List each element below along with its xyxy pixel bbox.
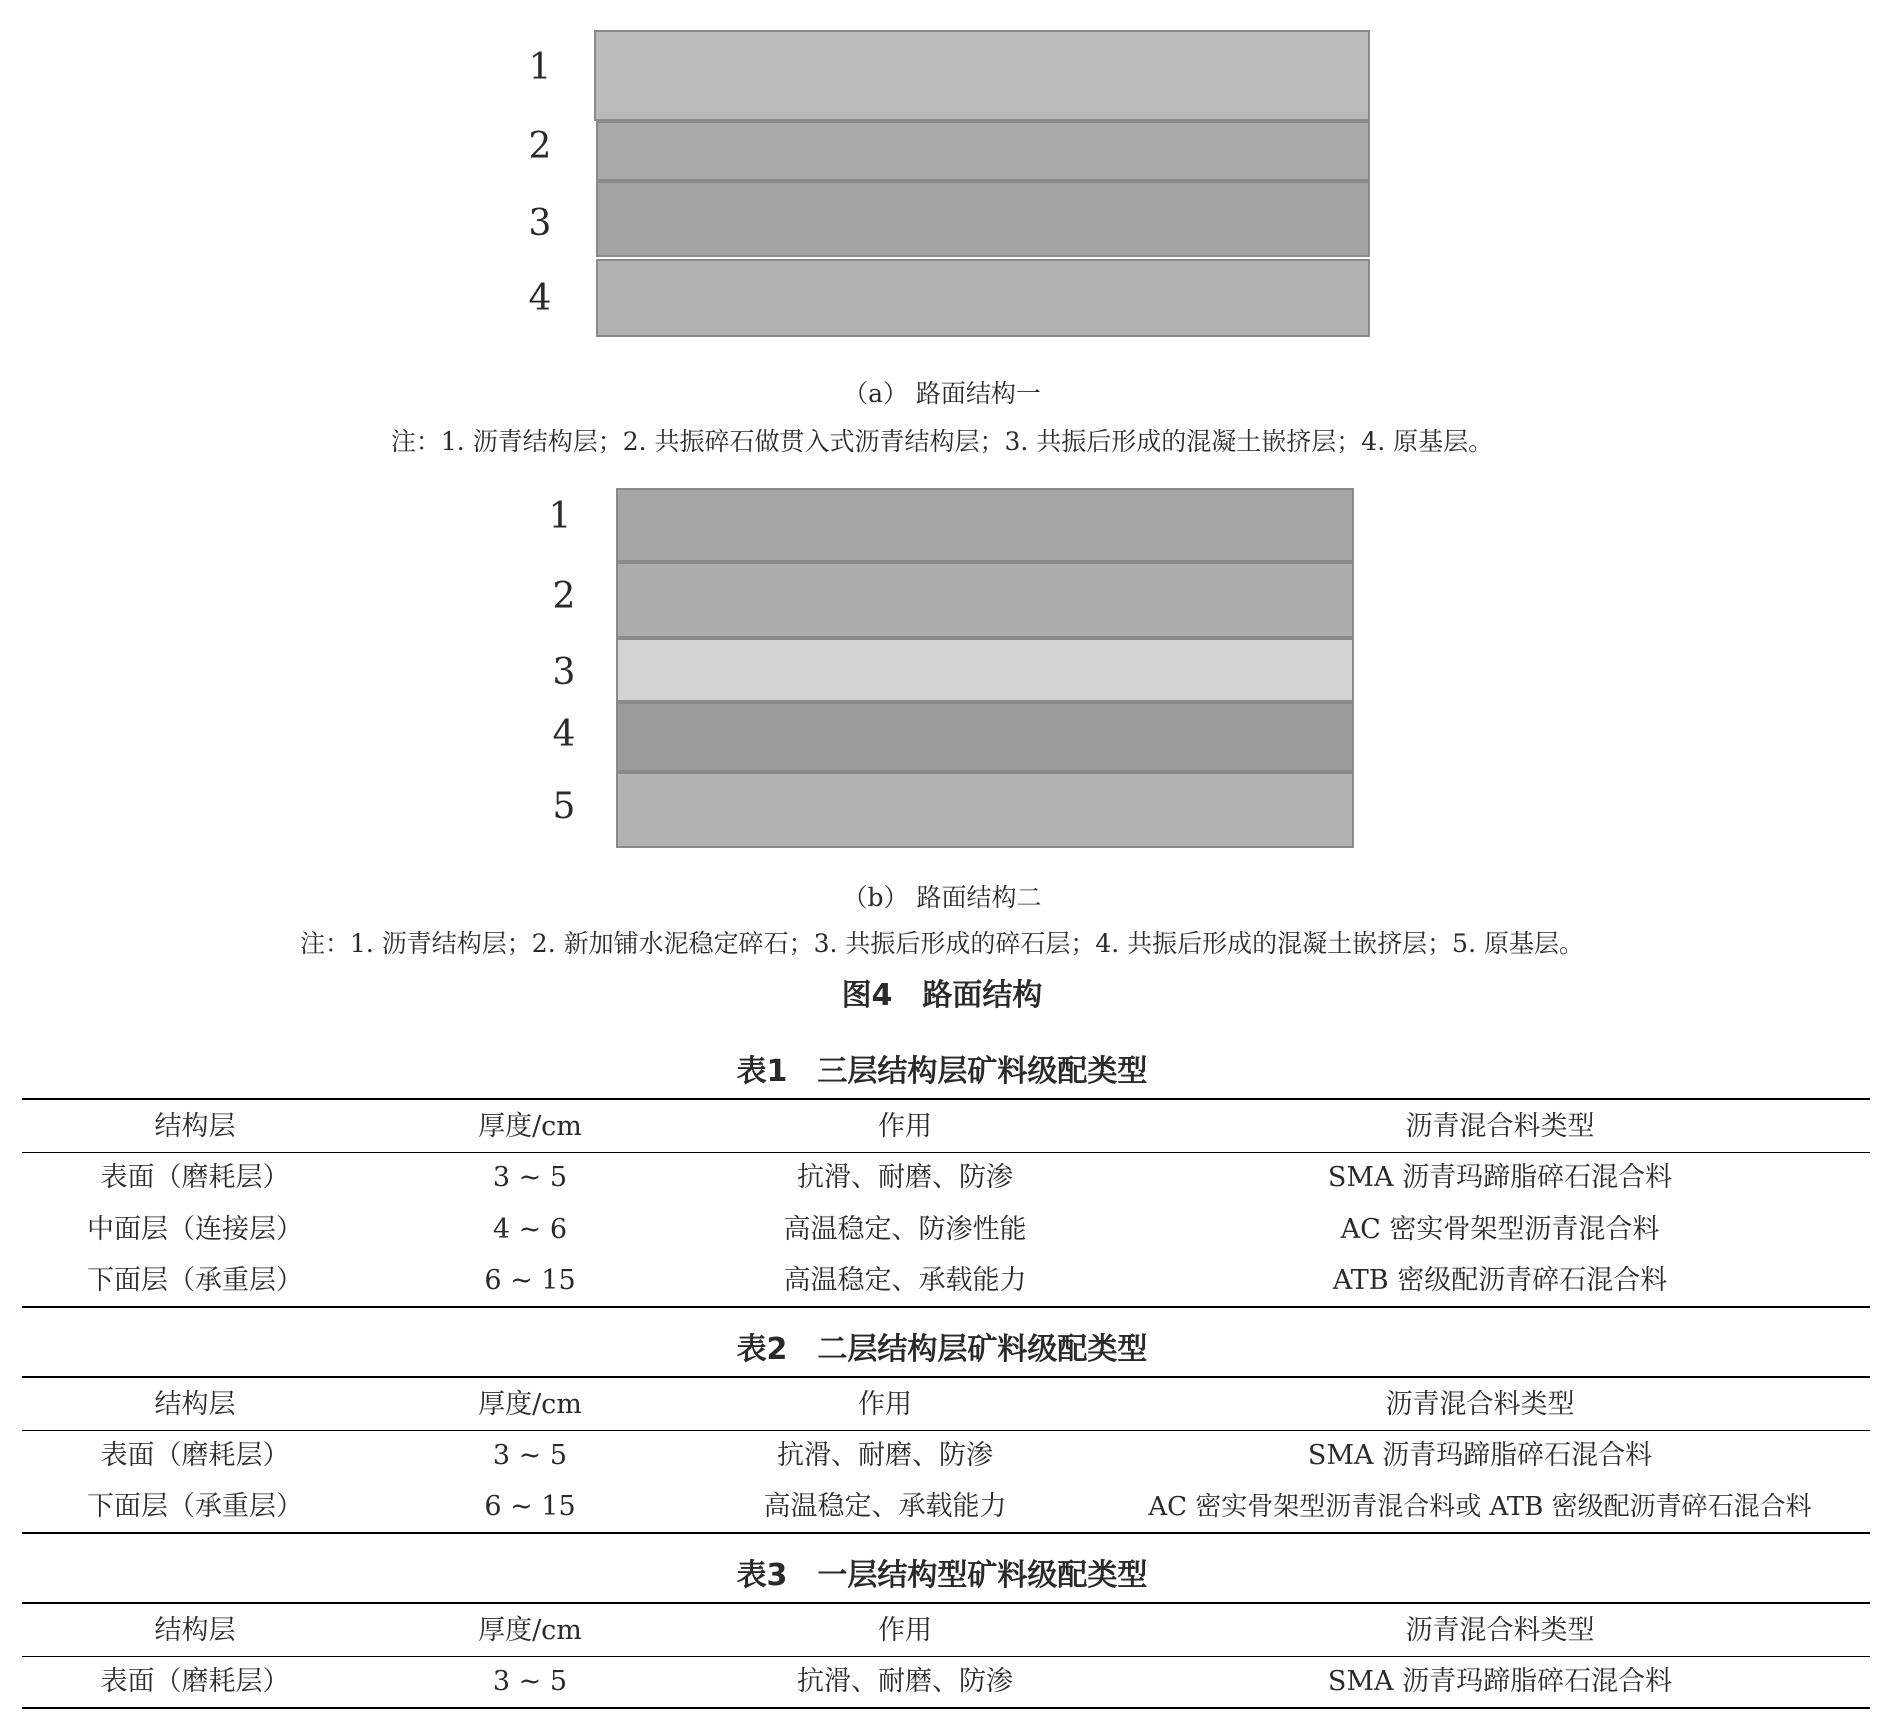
table-header: 厚度/cm: [478, 1111, 582, 1142]
layer-number: 4: [528, 278, 552, 319]
cell-thickness: 4 ~ 6: [492, 1214, 568, 1245]
pavement-layer: [616, 488, 1354, 562]
cell-layer: 表面（磨耗层）: [100, 1666, 290, 1697]
layer-number: 4: [552, 714, 576, 755]
cell-function: 高温稳定、承载能力: [763, 1491, 1007, 1522]
cell-function: 高温稳定、承载能力: [783, 1265, 1027, 1296]
cell-function: 抗滑、耐磨、防渗: [777, 1440, 993, 1471]
pavement-layer: [594, 30, 1370, 121]
table-title: 表1 三层结构层矿料级配类型: [736, 1054, 1148, 1089]
pavement-layer: [616, 702, 1354, 772]
table-header: 结构层: [154, 1111, 236, 1142]
table-header: 沥青混合料类型: [1405, 1111, 1595, 1142]
table-header: 作用: [878, 1615, 932, 1646]
layer-number: 3: [552, 652, 576, 693]
cell-function: 抗滑、耐磨、防渗: [797, 1162, 1013, 1193]
table-title: 表2 二层结构层矿料级配类型: [736, 1332, 1148, 1367]
cell-mixture: AC 密实骨架型沥青混合料或 ATB 密级配沥青碎石混合料: [1148, 1492, 1812, 1522]
table-header-rule: [22, 1430, 1870, 1431]
cell-thickness: 3 ~ 5: [492, 1666, 568, 1697]
table-bottom-rule: [22, 1532, 1870, 1534]
table-header: 结构层: [154, 1615, 236, 1646]
cell-layer: 下面层（承重层）: [87, 1265, 303, 1296]
cell-function: 高温稳定、防渗性能: [783, 1214, 1027, 1245]
cell-mixture: SMA 沥青玛蹄脂碎石混合料: [1327, 1666, 1673, 1697]
cell-layer: 下面层（承重层）: [87, 1491, 303, 1522]
table-header: 厚度/cm: [478, 1389, 582, 1420]
table-header: 沥青混合料类型: [1405, 1615, 1595, 1646]
table-top-rule: [22, 1098, 1870, 1100]
table-title: 表3 一层结构型矿料级配类型: [736, 1558, 1148, 1593]
table-header: 作用: [878, 1111, 932, 1142]
cell-thickness: 3 ~ 5: [492, 1162, 568, 1193]
cell-mixture: AC 密实骨架型沥青混合料: [1340, 1214, 1660, 1245]
layer-number: 1: [548, 496, 572, 537]
figure-a-caption: （a） 路面结构一: [843, 379, 1041, 408]
pavement-layer: [616, 638, 1354, 702]
cell-layer: 表面（磨耗层）: [100, 1162, 290, 1193]
layer-number: 2: [552, 576, 576, 617]
table-header: 沥青混合料类型: [1385, 1389, 1575, 1420]
cell-mixture: SMA 沥青玛蹄脂碎石混合料: [1327, 1162, 1673, 1193]
table-top-rule: [22, 1376, 1870, 1378]
table-header: 作用: [858, 1389, 912, 1420]
figure-title: 图4 路面结构: [841, 978, 1043, 1013]
cell-function: 抗滑、耐磨、防渗: [797, 1666, 1013, 1697]
pavement-layer: [616, 562, 1354, 638]
table-header: 厚度/cm: [478, 1615, 582, 1646]
cell-mixture: ATB 密级配沥青碎石混合料: [1332, 1265, 1668, 1296]
pavement-layer: [596, 181, 1370, 257]
figure-b-note: 注：1. 沥青结构层；2. 新加铺水泥稳定碎石；3. 共振后形成的碎石层；4. 共振后形成的混凝土嵌挤层；5. 原基层。: [299, 929, 1584, 958]
figure-b-caption: （b） 路面结构二: [842, 883, 1042, 912]
table-top-rule: [22, 1602, 1870, 1604]
cell-thickness: 6 ~ 15: [484, 1491, 576, 1522]
table-header-rule: [22, 1656, 1870, 1657]
cell-mixture: SMA 沥青玛蹄脂碎石混合料: [1307, 1440, 1653, 1471]
table-bottom-rule: [22, 1306, 1870, 1308]
cell-thickness: 3 ~ 5: [492, 1440, 568, 1471]
layer-number: 2: [528, 126, 552, 167]
table-header: 结构层: [154, 1389, 236, 1420]
layer-number: 1: [528, 47, 552, 88]
table-bottom-rule: [22, 1707, 1870, 1709]
pavement-layer: [616, 772, 1354, 848]
layer-number: 5: [552, 786, 576, 827]
cell-thickness: 6 ~ 15: [484, 1265, 576, 1296]
pavement-layer: [596, 259, 1370, 337]
cell-layer: 表面（磨耗层）: [100, 1440, 290, 1471]
table-header-rule: [22, 1152, 1870, 1153]
layer-number: 3: [528, 203, 552, 244]
cell-layer: 中面层（连接层）: [87, 1214, 303, 1245]
figure-a-note: 注：1. 沥青结构层；2. 共振碎石做贯入式沥青结构层；3. 共振后形成的混凝土嵌挤层；4. 原基层。: [390, 427, 1494, 456]
pavement-layer: [596, 121, 1370, 181]
